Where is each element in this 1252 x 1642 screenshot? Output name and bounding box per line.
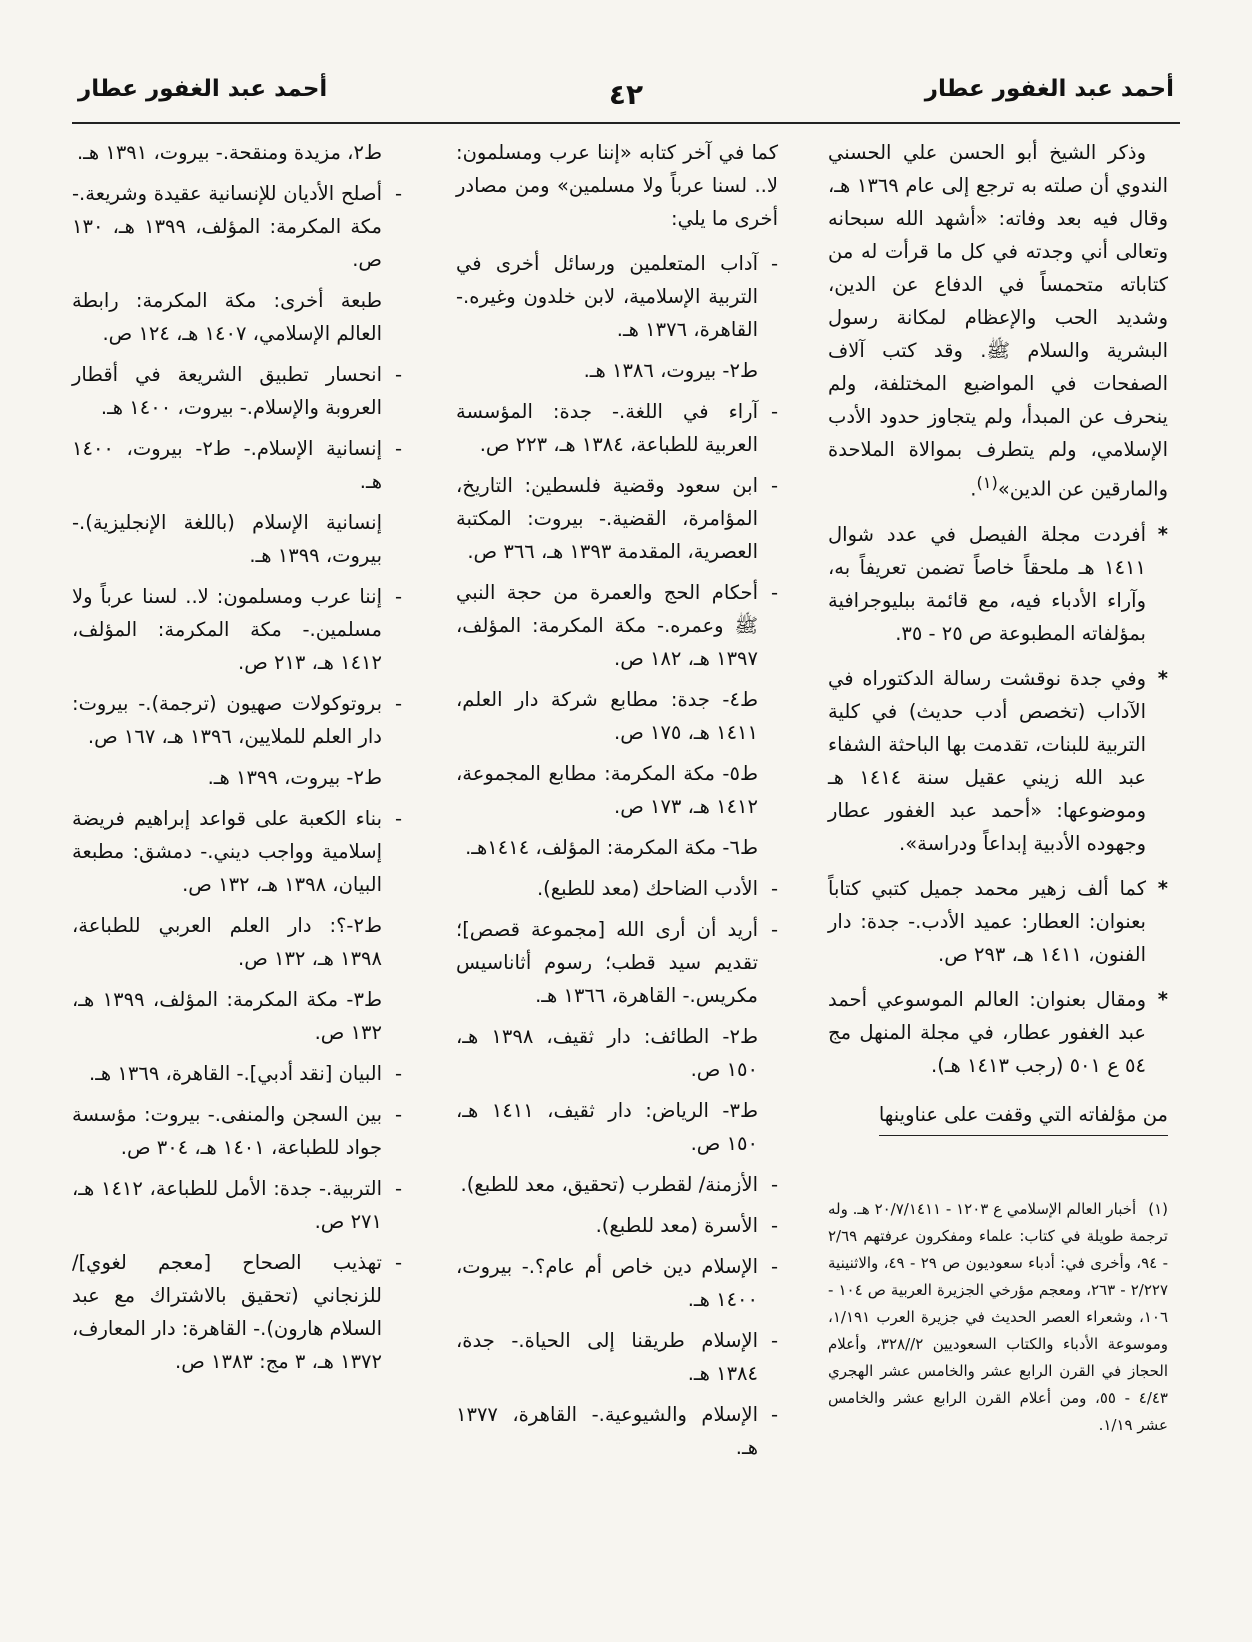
star-list [828,518,1168,1082]
entry-text: ط٦- مكة المكرمة: المؤلف، ١٤١٤هـ. [465,836,758,859]
intro-text: وذكر الشيخ أبو الحسن علي الحسني الندوي أن صلته به ترجع إلى عام ١٣٦٩ هـ، وقال فيه بعد وفاته: «أشهد الله سبحانه وتعالى أني وجدته في كل ما قرأت له من كتاباته متحمساً في الدفاع عن الدين، وشديد الحب والإعظام لمكانة رسول البشرية والسلام ﷺ. وقد كتب آلاف الصفحات في المواضيع المختلفة، ولم ينحرف عن المبدأ، ولم يتجاوز حدود الأدب الإسلامي، ولم يتطرف بموالاة الملاحدة والمارقين عن الدين» [828,141,1168,501]
star-item [828,662,1168,860]
column-middle [456,136,778,1472]
bibliography-entry [72,1098,402,1164]
entry-dash: - [394,1177,402,1200]
entry-text: ط٣- مكة المكرمة: المؤلف، ١٣٩٩ هـ، ١٣٢ ص. [72,988,382,1044]
entry-text: ط٣- الرياض: دار ثقيف، ١٤١١ هـ، ١٥٠ ص. [456,1099,758,1155]
entry-dash: - [770,1329,778,1352]
bibliography-entry [456,576,778,675]
star-item-text: ومقال بعنوان: العالم الموسوعي أحمد عبد الغفور عطار، في مجلة المنهل مج ٥٤ ع ٥٠١ (رجب ١٤١٣ هـ). [828,987,1146,1077]
footnote-mark: (١) [1148,1200,1168,1218]
running-header [72,72,1180,124]
edition-note [456,757,778,823]
bibliography-entry [456,1168,778,1201]
entry-text: ط٢-؟: دار العلم العربي للطباعة، ١٣٩٨ هـ، ١٣٢ ص. [72,914,382,970]
entry-dash: - [770,581,778,604]
edition-note [456,683,778,749]
entry-dash: - [770,877,778,900]
bibliography-entry [72,1246,402,1378]
entry-text: بروتوكولات صهيون (ترجمة).- بيروت: دار العلم للملايين، ١٣٩٦ هـ، ١٦٧ ص. [72,692,382,748]
bibliography-entry [456,1324,778,1390]
entry-dash: - [394,437,402,460]
entry-dash: - [394,807,402,830]
bibliography-entry [456,872,778,905]
entry-dash: - [394,585,402,608]
bibliography-entry [72,687,402,753]
entry-dash: - [770,1214,778,1237]
star-item-text: وفي جدة نوقشت رسالة الدكتوراه في الآداب (تخصص أدب حديث) في كلية التربية للبنات، تقدمت بها الباحثة الشفاء عبد الله زيني عقيل سنة ١٤١٤ هـ وموضوعها: «أحمد عبد الغفور عطار وجهوده الأدبية إبداعاً ودراسة». [828,666,1146,855]
bibliography-entry [456,913,778,1012]
entry-text: طبعة أخرى: مكة المكرمة: رابطة العالم الإسلامي، ١٤٠٧ هـ، ١٢٤ ص. [72,289,382,345]
edition-note [72,506,402,572]
entry-text: انحسار تطبيق الشريعة في أقطار العروبة والإسلام.- بيروت، ١٤٠٠ هـ. [72,363,382,419]
bibliography-entry [456,1209,778,1242]
mid-intro: كما في آخر كتابه «إننا عرب ومسلمون: لا.. لسنا عرباً ولا مسلمين» ومن مصادر أخرى ما يلي: [456,141,778,230]
star-item [828,983,1168,1082]
entry-dash: - [770,400,778,423]
bibliography-entry [456,469,778,568]
entry-text: آداب المتعلمين ورسائل أخرى في التربية الإسلامية، لابن خلدون وغيره.- القاهرة، ١٣٧٦ هـ. [456,252,758,341]
bibliography-entry [456,1250,778,1316]
bibliography-entry [72,1172,402,1238]
entry-dash: - [770,1403,778,1426]
entry-text: ط٢- بيروت، ١٣٨٦ هـ. [583,359,758,382]
section-heading: من مؤلفاته التي وقفت على عناوينها [879,1098,1168,1136]
entry-text: ط٤- جدة: مطابع شركة دار العلم، ١٤١١ هـ، ١٧٥ ص. [456,688,758,744]
entry-text: إنسانية الإسلام.- ط٢- بيروت، ١٤٠٠ هـ. [72,437,383,493]
column-left [72,136,402,1386]
asterisk-icon: * [1157,522,1168,546]
entry-dash: - [394,1251,402,1274]
entry-text: ط٢- بيروت، ١٣٩٩ هـ. [207,766,382,789]
bibliography-entry [456,247,778,346]
entry-text: الإسلام طريقنا إلى الحياة.- جدة، ١٣٨٤ هـ. [456,1329,758,1385]
edition-note [456,1094,778,1160]
entry-dash: - [770,252,778,275]
bibliography-entry [72,177,402,276]
star-item [828,872,1168,971]
edition-note [72,761,402,794]
edition-note [456,354,778,387]
bibliography-entry [72,1057,402,1090]
entry-text: بناء الكعبة على قواعد إبراهيم فريضة إسلامية وواجب ديني.- دمشق: مطبعة البيان، ١٣٩٨ هـ، ١٣٢ ص. [72,807,382,896]
asterisk-icon: * [1157,666,1168,690]
bibliography-entry [72,802,402,901]
entry-text: الأزمنة/ لقطرب (تحقيق، معد للطبع). [460,1173,758,1196]
star-item [828,518,1168,650]
edition-note [72,983,402,1049]
left-entry-list [72,136,402,1378]
entry-text: أصلح الأديان للإنسانية عقيدة وشريعة.- مكة المكرمة: المؤلف، ١٣٩٩ هـ، ١٣٠ ص. [72,182,382,271]
footnote-text: أخبار العالم الإسلامي ع ١٢٠٣ - ٢٠/٧/١٤١١ هـ. وله ترجمة طويلة في كتاب: علماء ومفكرون عرفتهم ٢/٦٩ - ٩٤، وأخرى في: أدباء سعوديون ص ٢٩ - ٤٩، والاثنينية ٢/٢٢٧ - ٢٦٣، ومعجم مؤرخي الجزيرة العربية ص ١٠٤ - ١٠٦، وشعراء العصر الحديث في جزيرة العرب ١/١٩١، وموسوعة الأدباء والكتاب السعوديين ٢//٣٢٨، وأعلام الحجاز في القرن الرابع عشر والخامس عشر الهجري ٤/٤٣ - ٥٥، ومن أعلام القرن الرابع عشر والخامس عشر ١/١٩. [828,1200,1169,1434]
entry-text: التربية.- جدة: الأمل للطباعة، ١٤١٢ هـ، ٢٧١ ص. [72,1177,382,1233]
entry-dash: - [394,1103,402,1126]
bibliography-entry [456,1398,778,1464]
entry-text: إنسانية الإسلام (باللغة الإنجليزية).- بيروت، ١٣٩٩ هـ. [72,511,382,567]
entry-dash: - [394,692,402,715]
asterisk-icon: * [1157,876,1168,900]
entry-dash: - [394,1062,402,1085]
bibliography-entry [456,395,778,461]
edition-note [72,284,402,350]
footnote-ref: (١) [976,473,998,492]
edition-note [456,831,778,864]
footnote [828,1196,1168,1439]
column-right [828,136,1168,1136]
bibliography-entry [72,358,402,424]
entry-text: الإسلام والشيوعية.- القاهرة، ١٣٧٧ هـ. [456,1403,758,1459]
entry-dash: - [770,1173,778,1196]
intro-paragraph: وذكر الشيخ أبو الحسن علي الحسني الندوي أن صلته به ترجع إلى عام ١٣٦٩ هـ، وقال فيه بعد وفاته: «أشهد الله سبحانه وتعالى أني وجدته في كل ما قرأت له من كتاباته متحمساً في الدفاع عن الدين، وشديد الحب والإعظام لمكانة رسول البشرية والسلام ﷺ. وقد كتب آلاف الصفحات في المواضيع المختلفة، ولم ينحرف عن المبدأ، ولم يتجاوز حدود الأدب الإسلامي، ولم يتطرف بموالاة الملاحدة والمارقين عن الدين»$^{(١)}$. [828,141,1168,501]
entry-text: ط٢- الطائف: دار ثقيف، ١٣٩٨ هـ، ١٥٠ ص. [456,1025,758,1081]
edition-note [72,909,402,975]
entry-text: الإسلام دين خاص أم عام؟.- بيروت، ١٤٠٠ هـ. [456,1255,758,1311]
star-item-text: كما ألف زهير محمد جميل كتبي كتاباً بعنوان: العطار: عميد الأدب.- جدة: دار الفنون، ١٤١١ هـ، ٢٩٣ ص. [828,876,1146,966]
star-item-text: أفردت مجلة الفيصل في عدد شوال ١٤١١ هـ ملحقاً خاصاً تضمن تعريفاً به، وآراء الأدباء فيه، مع قائمة ببليوجرافية بمؤلفاته المطبوعة ص ٢٥ - ٣٥. [828,522,1146,645]
entry-text: الأدب الضاحك (معد للطبع). [536,877,758,900]
entry-text: بين السجن والمنفى.- بيروت: مؤسسة جواد للطباعة، ١٤٠١ هـ، ٣٠٤ ص. [72,1103,382,1159]
entry-text: تهذيب الصحاح [معجم لغوي]/ للزنجاني (تحقيق بالاشتراك مع عبد السلام هارون).- القاهرة: دار المعارف، ١٣٧٢ هـ، ٣ مج: ١٣٨٣ ص. [72,1251,382,1373]
mid-entry-list [456,247,778,1464]
entry-dash: - [770,1255,778,1278]
entry-dash: - [394,363,402,386]
entry-dash: - [394,182,402,205]
entry-text: البيان [نقد أدبي].- القاهرة، ١٣٦٩ هـ. [89,1062,382,1085]
entry-text: ط٢، مزيدة ومنقحة.- بيروت، ١٣٩١ هـ. [76,141,382,164]
header-author-right: أحمد عبد الغفور عطار [924,76,1174,102]
edition-note [72,136,402,169]
entry-text: أحكام الحج والعمرة من حجة النبي ﷺ وعمره.- مكة المكرمة: المؤلف، ١٣٩٧ هـ، ١٨٢ ص. [456,581,758,670]
entry-text: أريد أن أرى الله [مجموعة قصص]؛ تقديم سيد قطب؛ رسوم أثاناسيس مكريس.- القاهرة، ١٣٦٦ هـ. [456,918,758,1007]
entry-dash: - [770,474,778,497]
edition-note [456,1020,778,1086]
entry-text: الأسرة (معد للطبع). [595,1214,758,1237]
header-author-left: أحمد عبد الغفور عطار [78,76,328,102]
bibliography-entry [72,432,402,498]
asterisk-icon: * [1157,987,1168,1011]
entry-text: ابن سعود وقضية فلسطين: التاريخ، المؤامرة، القضية.- بيروت: المكتبة العصرية، المقدمة ١٣٩٣ هـ، ٣٦٦ ص. [456,474,758,563]
entry-dash: - [770,918,778,941]
entry-text: إننا عرب ومسلمون: لا.. لسنا عرباً ولا مسلمين.- مكة المكرمة: المؤلف، ١٤١٢ هـ، ٢١٣ ص. [72,585,382,674]
entry-text: آراء في اللغة.- جدة: المؤسسة العربية للطباعة، ١٣٨٤ هـ، ٢٢٣ ص. [456,400,758,456]
bibliography-entry [72,580,402,679]
entry-text: ط٥- مكة المكرمة: مطابع المجموعة، ١٤١٢ هـ، ١٧٣ ص. [456,762,758,818]
page-number: ٤٢ [608,78,644,111]
